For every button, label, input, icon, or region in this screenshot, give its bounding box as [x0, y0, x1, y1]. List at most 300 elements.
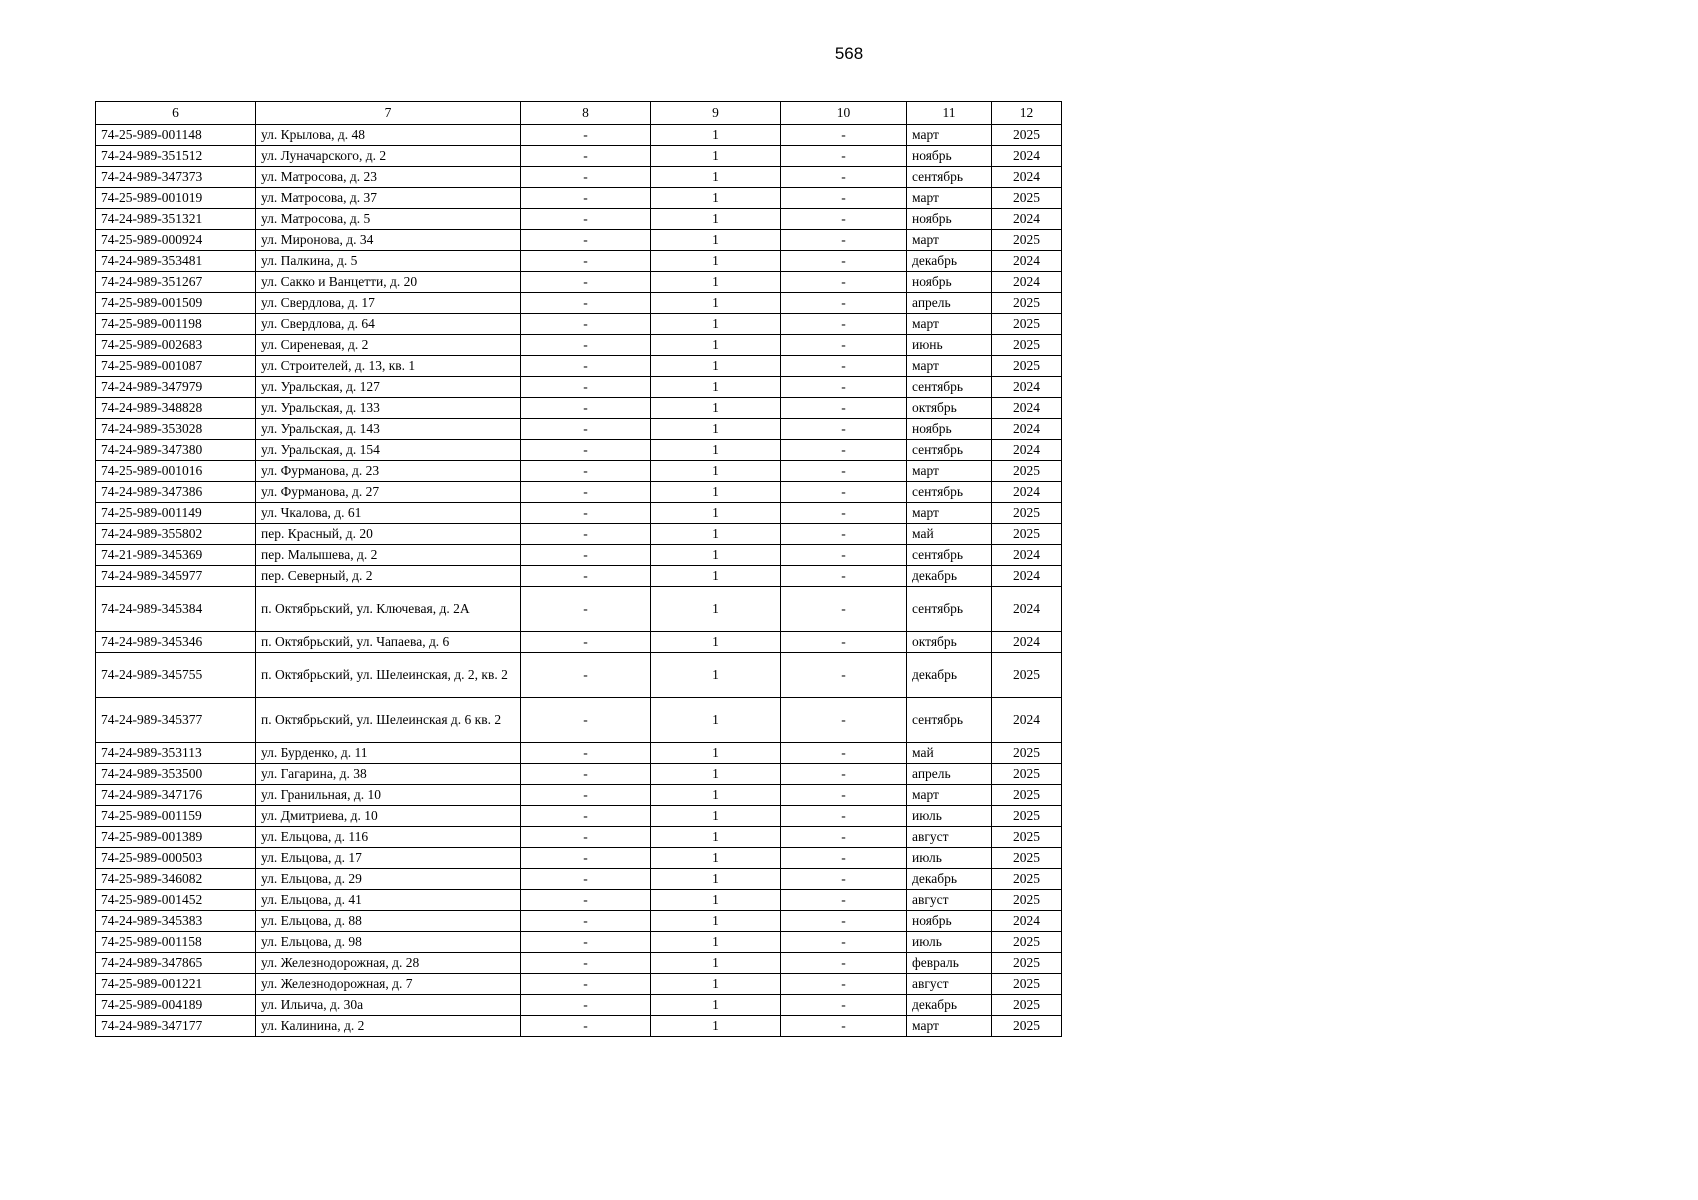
table-header [96, 102, 1062, 125]
cell-address: ул. Крылова, д. 48 [256, 125, 521, 146]
cell-col9: 1 [651, 848, 781, 869]
cell-col10: - [781, 167, 907, 188]
header-col-8: 8 [521, 102, 651, 125]
cell-col10: - [781, 848, 907, 869]
cell-year: 2024 [992, 209, 1062, 230]
cell-col9: 1 [651, 587, 781, 632]
cell-col8: - [521, 566, 651, 587]
cell-month: август [907, 974, 992, 995]
cell-year: 2025 [992, 356, 1062, 377]
cell-id: 74-25-989-001389 [96, 827, 256, 848]
cell-col8: - [521, 125, 651, 146]
cell-address: ул. Фурманова, д. 23 [256, 461, 521, 482]
cell-year: 2024 [992, 632, 1062, 653]
table-row [96, 806, 1062, 827]
cell-col8: - [521, 545, 651, 566]
cell-address: ул. Чкалова, д. 61 [256, 503, 521, 524]
cell-month: июль [907, 848, 992, 869]
cell-col9: 1 [651, 869, 781, 890]
cell-address: ул. Уральская, д. 143 [256, 419, 521, 440]
cell-id: 74-25-989-001509 [96, 293, 256, 314]
table-row [96, 566, 1062, 587]
table-row [96, 314, 1062, 335]
cell-address: ул. Матросова, д. 37 [256, 188, 521, 209]
cell-id: 74-24-989-345977 [96, 566, 256, 587]
cell-col9: 1 [651, 827, 781, 848]
cell-col9: 1 [651, 503, 781, 524]
cell-col9: 1 [651, 209, 781, 230]
cell-col10: - [781, 743, 907, 764]
cell-address: ул. Уральская, д. 127 [256, 377, 521, 398]
cell-month: июль [907, 932, 992, 953]
header-col-10: 10 [781, 102, 907, 125]
cell-col9: 1 [651, 566, 781, 587]
cell-address: ул. Дмитриева, д. 10 [256, 806, 521, 827]
cell-address: ул. Ельцова, д. 41 [256, 890, 521, 911]
cell-col10: - [781, 806, 907, 827]
table-row [96, 335, 1062, 356]
cell-address: ул. Сакко и Ванцетти, д. 20 [256, 272, 521, 293]
cell-month: июль [907, 806, 992, 827]
cell-month: март [907, 1016, 992, 1037]
cell-col10: - [781, 272, 907, 293]
cell-col10: - [781, 461, 907, 482]
cell-month: сентябрь [907, 698, 992, 743]
cell-col10: - [781, 764, 907, 785]
cell-col9: 1 [651, 890, 781, 911]
cell-col10: - [781, 785, 907, 806]
cell-id: 74-24-989-347373 [96, 167, 256, 188]
cell-address: пер. Малышева, д. 2 [256, 545, 521, 566]
cell-address: ул. Уральская, д. 154 [256, 440, 521, 461]
cell-col10: - [781, 377, 907, 398]
cell-month: май [907, 743, 992, 764]
cell-col10: - [781, 653, 907, 698]
cell-id: 74-25-989-001198 [96, 314, 256, 335]
cell-col8: - [521, 785, 651, 806]
cell-month: апрель [907, 764, 992, 785]
cell-month: март [907, 503, 992, 524]
cell-col8: - [521, 932, 651, 953]
cell-col10: - [781, 293, 907, 314]
cell-id: 74-24-989-347176 [96, 785, 256, 806]
cell-id: 74-24-989-353481 [96, 251, 256, 272]
cell-col9: 1 [651, 932, 781, 953]
cell-year: 2025 [992, 653, 1062, 698]
cell-col10: - [781, 503, 907, 524]
registry-table [95, 101, 1062, 1037]
cell-col9: 1 [651, 974, 781, 995]
cell-year: 2024 [992, 587, 1062, 632]
cell-address: ул. Гагарина, д. 38 [256, 764, 521, 785]
cell-year: 2024 [992, 911, 1062, 932]
cell-month: ноябрь [907, 911, 992, 932]
table-row [96, 587, 1062, 632]
cell-month: август [907, 827, 992, 848]
cell-year: 2025 [992, 995, 1062, 1016]
cell-col8: - [521, 209, 651, 230]
cell-col8: - [521, 230, 651, 251]
cell-col8: - [521, 524, 651, 545]
cell-year: 2025 [992, 230, 1062, 251]
cell-year: 2025 [992, 869, 1062, 890]
table-row [96, 167, 1062, 188]
cell-id: 74-25-989-001019 [96, 188, 256, 209]
cell-col10: - [781, 125, 907, 146]
table-row [96, 785, 1062, 806]
cell-col8: - [521, 587, 651, 632]
cell-year: 2024 [992, 419, 1062, 440]
cell-address: п. Октябрьский, ул. Шелеинская, д. 2, кв. 2 [256, 653, 521, 698]
cell-id: 74-21-989-345369 [96, 545, 256, 566]
cell-year: 2025 [992, 827, 1062, 848]
cell-col8: - [521, 911, 651, 932]
cell-month: октябрь [907, 398, 992, 419]
cell-col9: 1 [651, 806, 781, 827]
cell-year: 2025 [992, 503, 1062, 524]
cell-year: 2024 [992, 272, 1062, 293]
cell-col10: - [781, 230, 907, 251]
cell-year: 2025 [992, 953, 1062, 974]
cell-col10: - [781, 698, 907, 743]
cell-col9: 1 [651, 545, 781, 566]
table-row [96, 1016, 1062, 1037]
cell-address: ул. Палкина, д. 5 [256, 251, 521, 272]
cell-id: 74-25-989-000503 [96, 848, 256, 869]
table-row [96, 398, 1062, 419]
cell-id: 74-24-989-353500 [96, 764, 256, 785]
cell-month: сентябрь [907, 545, 992, 566]
cell-address: ул. Свердлова, д. 64 [256, 314, 521, 335]
cell-col9: 1 [651, 698, 781, 743]
table-row [96, 974, 1062, 995]
cell-address: ул. Гранильная, д. 10 [256, 785, 521, 806]
cell-year: 2025 [992, 1016, 1062, 1037]
cell-col8: - [521, 356, 651, 377]
cell-month: декабрь [907, 995, 992, 1016]
cell-col9: 1 [651, 167, 781, 188]
cell-id: 74-24-989-351512 [96, 146, 256, 167]
cell-col8: - [521, 461, 651, 482]
cell-year: 2025 [992, 848, 1062, 869]
cell-address: ул. Железнодорожная, д. 28 [256, 953, 521, 974]
cell-id: 74-25-989-001087 [96, 356, 256, 377]
cell-col8: - [521, 314, 651, 335]
cell-col9: 1 [651, 125, 781, 146]
cell-col8: - [521, 653, 651, 698]
cell-col9: 1 [651, 482, 781, 503]
cell-id: 74-24-989-353113 [96, 743, 256, 764]
cell-month: март [907, 356, 992, 377]
cell-month: декабрь [907, 566, 992, 587]
cell-month: сентябрь [907, 167, 992, 188]
cell-year: 2025 [992, 125, 1062, 146]
cell-col10: - [781, 419, 907, 440]
cell-col10: - [781, 440, 907, 461]
cell-id: 74-25-989-001221 [96, 974, 256, 995]
cell-address: ул. Железнодорожная, д. 7 [256, 974, 521, 995]
table-row [96, 848, 1062, 869]
table-row [96, 440, 1062, 461]
cell-col10: - [781, 356, 907, 377]
cell-year: 2024 [992, 698, 1062, 743]
cell-year: 2024 [992, 377, 1062, 398]
table-row [96, 698, 1062, 743]
cell-col8: - [521, 698, 651, 743]
cell-col9: 1 [651, 911, 781, 932]
cell-col8: - [521, 188, 651, 209]
cell-col9: 1 [651, 440, 781, 461]
cell-col8: - [521, 848, 651, 869]
cell-address: ул. Ельцова, д. 98 [256, 932, 521, 953]
cell-col8: - [521, 743, 651, 764]
cell-id: 74-25-989-000924 [96, 230, 256, 251]
cell-col10: - [781, 566, 907, 587]
cell-id: 74-24-989-347386 [96, 482, 256, 503]
cell-address: ул. Фурманова, д. 27 [256, 482, 521, 503]
table-row [96, 377, 1062, 398]
cell-address: п. Октябрьский, ул. Ключевая, д. 2А [256, 587, 521, 632]
table-row [96, 869, 1062, 890]
table-row [96, 743, 1062, 764]
cell-col8: - [521, 503, 651, 524]
header-col-11: 11 [907, 102, 992, 125]
cell-year: 2025 [992, 293, 1062, 314]
cell-col9: 1 [651, 1016, 781, 1037]
cell-col10: - [781, 188, 907, 209]
cell-year: 2024 [992, 482, 1062, 503]
cell-col8: - [521, 251, 651, 272]
table-row [96, 545, 1062, 566]
cell-year: 2025 [992, 314, 1062, 335]
header-row [96, 102, 1062, 125]
cell-year: 2025 [992, 461, 1062, 482]
cell-id: 74-24-989-348828 [96, 398, 256, 419]
cell-month: ноябрь [907, 272, 992, 293]
cell-col8: - [521, 419, 651, 440]
table-row [96, 953, 1062, 974]
cell-address: ул. Миронова, д. 34 [256, 230, 521, 251]
table-row [96, 932, 1062, 953]
cell-year: 2024 [992, 167, 1062, 188]
table-row [96, 653, 1062, 698]
cell-id: 74-24-989-345383 [96, 911, 256, 932]
table-row [96, 251, 1062, 272]
cell-col9: 1 [651, 146, 781, 167]
cell-col9: 1 [651, 230, 781, 251]
table-row [96, 293, 1062, 314]
cell-year: 2025 [992, 890, 1062, 911]
header-col-6: 6 [96, 102, 256, 125]
cell-address: ул. Ильича, д. 30а [256, 995, 521, 1016]
cell-col10: - [781, 209, 907, 230]
table-row [96, 356, 1062, 377]
cell-col8: - [521, 146, 651, 167]
cell-col10: - [781, 251, 907, 272]
cell-year: 2024 [992, 251, 1062, 272]
cell-col10: - [781, 932, 907, 953]
cell-id: 74-24-989-353028 [96, 419, 256, 440]
cell-col10: - [781, 869, 907, 890]
cell-col8: - [521, 377, 651, 398]
cell-month: сентябрь [907, 377, 992, 398]
table-row [96, 911, 1062, 932]
cell-month: март [907, 785, 992, 806]
cell-address: ул. Уральская, д. 133 [256, 398, 521, 419]
cell-month: декабрь [907, 653, 992, 698]
cell-id: 74-24-989-345384 [96, 587, 256, 632]
cell-col9: 1 [651, 743, 781, 764]
cell-year: 2025 [992, 743, 1062, 764]
cell-col9: 1 [651, 293, 781, 314]
cell-address: ул. Строителей, д. 13, кв. 1 [256, 356, 521, 377]
table-row [96, 827, 1062, 848]
cell-month: май [907, 524, 992, 545]
cell-address: ул. Калинина, д. 2 [256, 1016, 521, 1037]
cell-address: ул. Ельцова, д. 116 [256, 827, 521, 848]
cell-col8: - [521, 398, 651, 419]
cell-col8: - [521, 632, 651, 653]
table-row [96, 461, 1062, 482]
cell-address: пер. Красный, д. 20 [256, 524, 521, 545]
cell-month: сентябрь [907, 587, 992, 632]
cell-col9: 1 [651, 785, 781, 806]
cell-month: ноябрь [907, 209, 992, 230]
cell-month: ноябрь [907, 419, 992, 440]
cell-col10: - [781, 890, 907, 911]
cell-col8: - [521, 293, 651, 314]
cell-id: 74-25-989-346082 [96, 869, 256, 890]
cell-col10: - [781, 524, 907, 545]
cell-address: ул. Сиреневая, д. 2 [256, 335, 521, 356]
table-row [96, 524, 1062, 545]
cell-col10: - [781, 632, 907, 653]
cell-month: март [907, 461, 992, 482]
cell-col9: 1 [651, 377, 781, 398]
cell-col8: - [521, 167, 651, 188]
cell-year: 2024 [992, 146, 1062, 167]
cell-col8: - [521, 1016, 651, 1037]
cell-id: 74-25-989-001149 [96, 503, 256, 524]
table-row [96, 995, 1062, 1016]
cell-id: 74-24-989-347865 [96, 953, 256, 974]
cell-col9: 1 [651, 356, 781, 377]
cell-col10: - [781, 827, 907, 848]
cell-col8: - [521, 764, 651, 785]
cell-id: 74-25-989-001148 [96, 125, 256, 146]
cell-col9: 1 [651, 632, 781, 653]
cell-col8: - [521, 827, 651, 848]
cell-col9: 1 [651, 335, 781, 356]
cell-col8: - [521, 869, 651, 890]
cell-col10: - [781, 995, 907, 1016]
cell-month: август [907, 890, 992, 911]
cell-id: 74-24-989-347380 [96, 440, 256, 461]
cell-month: июнь [907, 335, 992, 356]
cell-id: 74-25-989-001159 [96, 806, 256, 827]
cell-month: март [907, 188, 992, 209]
cell-id: 74-25-989-001016 [96, 461, 256, 482]
cell-col10: - [781, 587, 907, 632]
cell-year: 2024 [992, 440, 1062, 461]
cell-year: 2025 [992, 524, 1062, 545]
cell-col9: 1 [651, 653, 781, 698]
cell-col9: 1 [651, 764, 781, 785]
cell-month: март [907, 230, 992, 251]
cell-year: 2025 [992, 785, 1062, 806]
cell-col8: - [521, 974, 651, 995]
cell-year: 2024 [992, 545, 1062, 566]
table-row [96, 482, 1062, 503]
cell-month: декабрь [907, 869, 992, 890]
cell-month: сентябрь [907, 482, 992, 503]
table-row [96, 125, 1062, 146]
cell-col10: - [781, 911, 907, 932]
cell-address: ул. Матросова, д. 5 [256, 209, 521, 230]
cell-col8: - [521, 440, 651, 461]
cell-address: п. Октябрьский, ул. Шелеинская д. 6 кв. 2 [256, 698, 521, 743]
cell-id: 74-24-989-347177 [96, 1016, 256, 1037]
cell-month: февраль [907, 953, 992, 974]
header-col-9: 9 [651, 102, 781, 125]
table-row [96, 890, 1062, 911]
table-row [96, 419, 1062, 440]
cell-id: 74-24-989-351321 [96, 209, 256, 230]
cell-id: 74-25-989-001452 [96, 890, 256, 911]
cell-year: 2024 [992, 566, 1062, 587]
cell-id: 74-24-989-355802 [96, 524, 256, 545]
cell-year: 2025 [992, 335, 1062, 356]
cell-col10: - [781, 1016, 907, 1037]
cell-address: ул. Бурденко, д. 11 [256, 743, 521, 764]
cell-year: 2025 [992, 188, 1062, 209]
cell-month: сентябрь [907, 440, 992, 461]
cell-col8: - [521, 890, 651, 911]
cell-col10: - [781, 953, 907, 974]
cell-id: 74-25-989-004189 [96, 995, 256, 1016]
cell-address: ул. Свердлова, д. 17 [256, 293, 521, 314]
table-body [96, 125, 1062, 1037]
cell-col9: 1 [651, 251, 781, 272]
cell-address: ул. Матросова, д. 23 [256, 167, 521, 188]
cell-month: октябрь [907, 632, 992, 653]
table-row [96, 209, 1062, 230]
cell-id: 74-25-989-001158 [96, 932, 256, 953]
cell-col9: 1 [651, 398, 781, 419]
cell-month: ноябрь [907, 146, 992, 167]
cell-col8: - [521, 953, 651, 974]
table-row [96, 188, 1062, 209]
cell-col9: 1 [651, 314, 781, 335]
cell-address: ул. Ельцова, д. 17 [256, 848, 521, 869]
cell-col9: 1 [651, 461, 781, 482]
cell-col10: - [781, 146, 907, 167]
cell-col10: - [781, 314, 907, 335]
cell-address: ул. Ельцова, д. 88 [256, 911, 521, 932]
header-col-7: 7 [256, 102, 521, 125]
cell-year: 2025 [992, 764, 1062, 785]
cell-col8: - [521, 806, 651, 827]
table-row [96, 503, 1062, 524]
cell-id: 74-24-989-347979 [96, 377, 256, 398]
cell-col9: 1 [651, 419, 781, 440]
cell-id: 74-24-989-345346 [96, 632, 256, 653]
cell-col8: - [521, 482, 651, 503]
page-number: 568 [834, 44, 864, 63]
cell-address: ул. Луначарского, д. 2 [256, 146, 521, 167]
cell-address: пер. Северный, д. 2 [256, 566, 521, 587]
cell-id: 74-25-989-002683 [96, 335, 256, 356]
